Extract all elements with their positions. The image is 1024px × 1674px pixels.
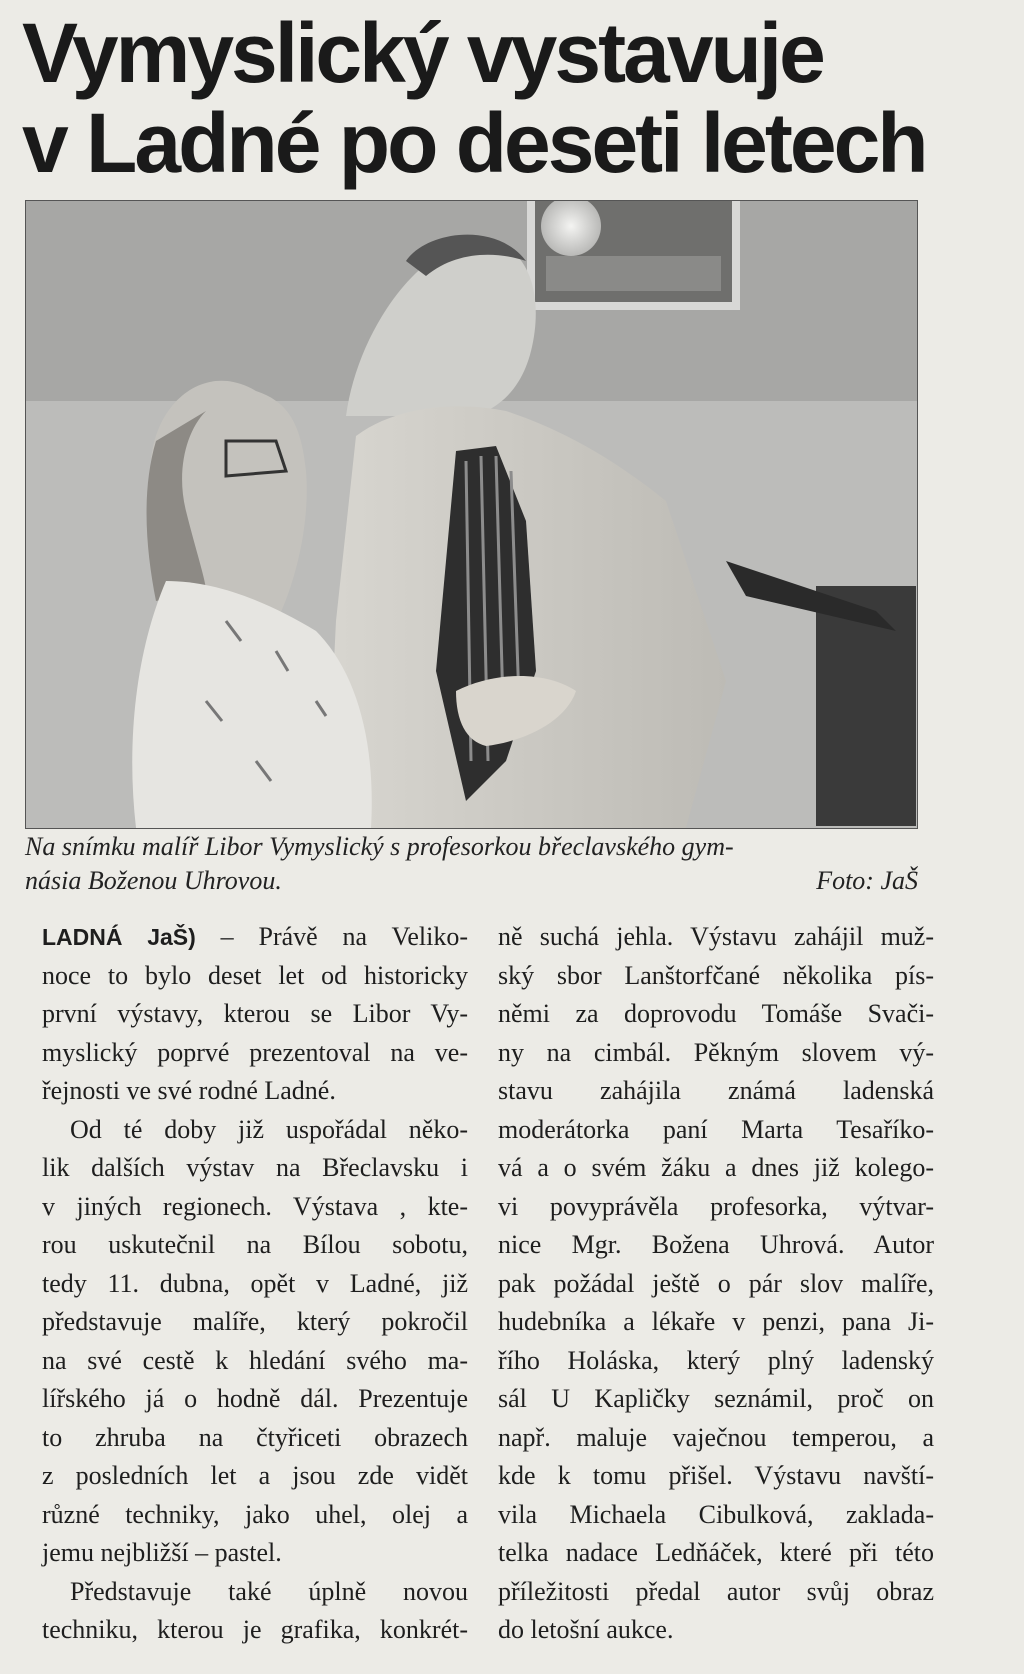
- article-line: příležitosti předal autor svůj obraz: [498, 1576, 934, 1606]
- article-line: němi za doprovodu Tomáše Svači-: [498, 999, 934, 1028]
- article-line: vila Michaela Cibulková, zaklada-: [498, 1499, 934, 1529]
- article-line: řího Holáska, který plný ladenský: [498, 1345, 934, 1375]
- article-line: tedy 11. dubna, opět v Ladné, již: [42, 1268, 468, 1298]
- article-line: pak požádal ještě o pár slov malíře,: [498, 1268, 934, 1298]
- article-line: ny na cimbál. Pěkným slovem vý-: [498, 1037, 934, 1067]
- headline-line-1: Vymyslický vystavuje: [22, 6, 823, 100]
- article-line: do letošní aukce.: [498, 1615, 674, 1644]
- article-line: na své cestě k hledání svého ma-: [42, 1345, 468, 1375]
- article-line: moderátorka paní Marta Tesaříko-: [498, 1114, 934, 1144]
- article-line: rou uskutečnil na Bílou sobotu,: [42, 1230, 468, 1259]
- article-line: lířského já o hodně dál. Prezentuje: [42, 1384, 468, 1413]
- article-line: v jiných regionech. Výstava , kte-: [42, 1191, 468, 1221]
- article-line-text: – Právě na Veliko-: [195, 922, 468, 951]
- article-column-1: [42, 918, 468, 1650]
- article-line: to zhruba na čtyřiceti obrazech: [42, 1422, 468, 1452]
- article-line: ně suchá jehla. Výstavu zahájil muž-: [498, 922, 934, 951]
- article-line: kde k tomu přišel. Výstavu navští-: [498, 1461, 934, 1490]
- article-line: stavu zahájila známá ladenská: [498, 1076, 934, 1105]
- article-line: vi povyprávěla profesorka, výtvar-: [498, 1191, 934, 1221]
- article-line: techniku, kterou je grafika, konkrét-: [42, 1615, 468, 1644]
- photo-caption: [25, 830, 918, 898]
- article-line: hudebníka a lékaře v penzi, pana Ji-: [498, 1307, 934, 1336]
- article-line: vá a o svém žáku a dnes již kolego-: [498, 1153, 934, 1182]
- article-line: nice Mgr. Božena Uhrová. Autor: [498, 1230, 934, 1259]
- headline-line-2: v Ladné po deseti letech: [22, 96, 926, 190]
- article-line: [42, 918, 468, 957]
- article-headline: [22, 8, 1012, 188]
- article-line: noce to bylo deset let od historicky: [42, 960, 468, 990]
- photo-illustration: [26, 201, 917, 828]
- article-line: první výstavy, kterou se Libor Vy-: [42, 999, 468, 1028]
- article-line: z posledních let a jsou zde vidět: [42, 1461, 468, 1490]
- article-line: lik dalších výstav na Břeclavsku i: [42, 1153, 468, 1182]
- article-photo: [25, 200, 918, 829]
- article-column-2: [498, 918, 934, 1650]
- article-line: různé techniky, jako uhel, olej a: [42, 1499, 468, 1529]
- caption-line-1: Na snímku malíř Libor Vymyslický s profesorkou břeclavského gym-: [25, 832, 734, 861]
- article-line: sál U Kapličky seznámil, proč on: [498, 1384, 934, 1413]
- article-line: telka nadace Ledňáček, které při této: [498, 1538, 934, 1567]
- photo-credit: Foto: JaŠ: [816, 866, 918, 895]
- article-line: řejnosti ve své rodné Ladné.: [42, 1076, 336, 1105]
- article-line: např. maluje vaječnou temperou, a: [498, 1422, 934, 1452]
- article-line: ský sbor Lanštorfčané několika pís-: [498, 960, 934, 990]
- dateline: LADNÁ JaŠ): [42, 924, 196, 950]
- article-line: Od té doby již uspořádal něko-: [70, 1114, 468, 1144]
- caption-line-2: násia Boženou Uhrovou.: [25, 866, 282, 895]
- article-line: Představuje také úplně novou: [70, 1576, 468, 1606]
- article-line: představuje malíře, který pokročil: [42, 1307, 468, 1336]
- article-line: jemu nejbližší – pastel.: [42, 1538, 282, 1567]
- article-line: myslický poprvé prezentoval na ve-: [42, 1037, 468, 1067]
